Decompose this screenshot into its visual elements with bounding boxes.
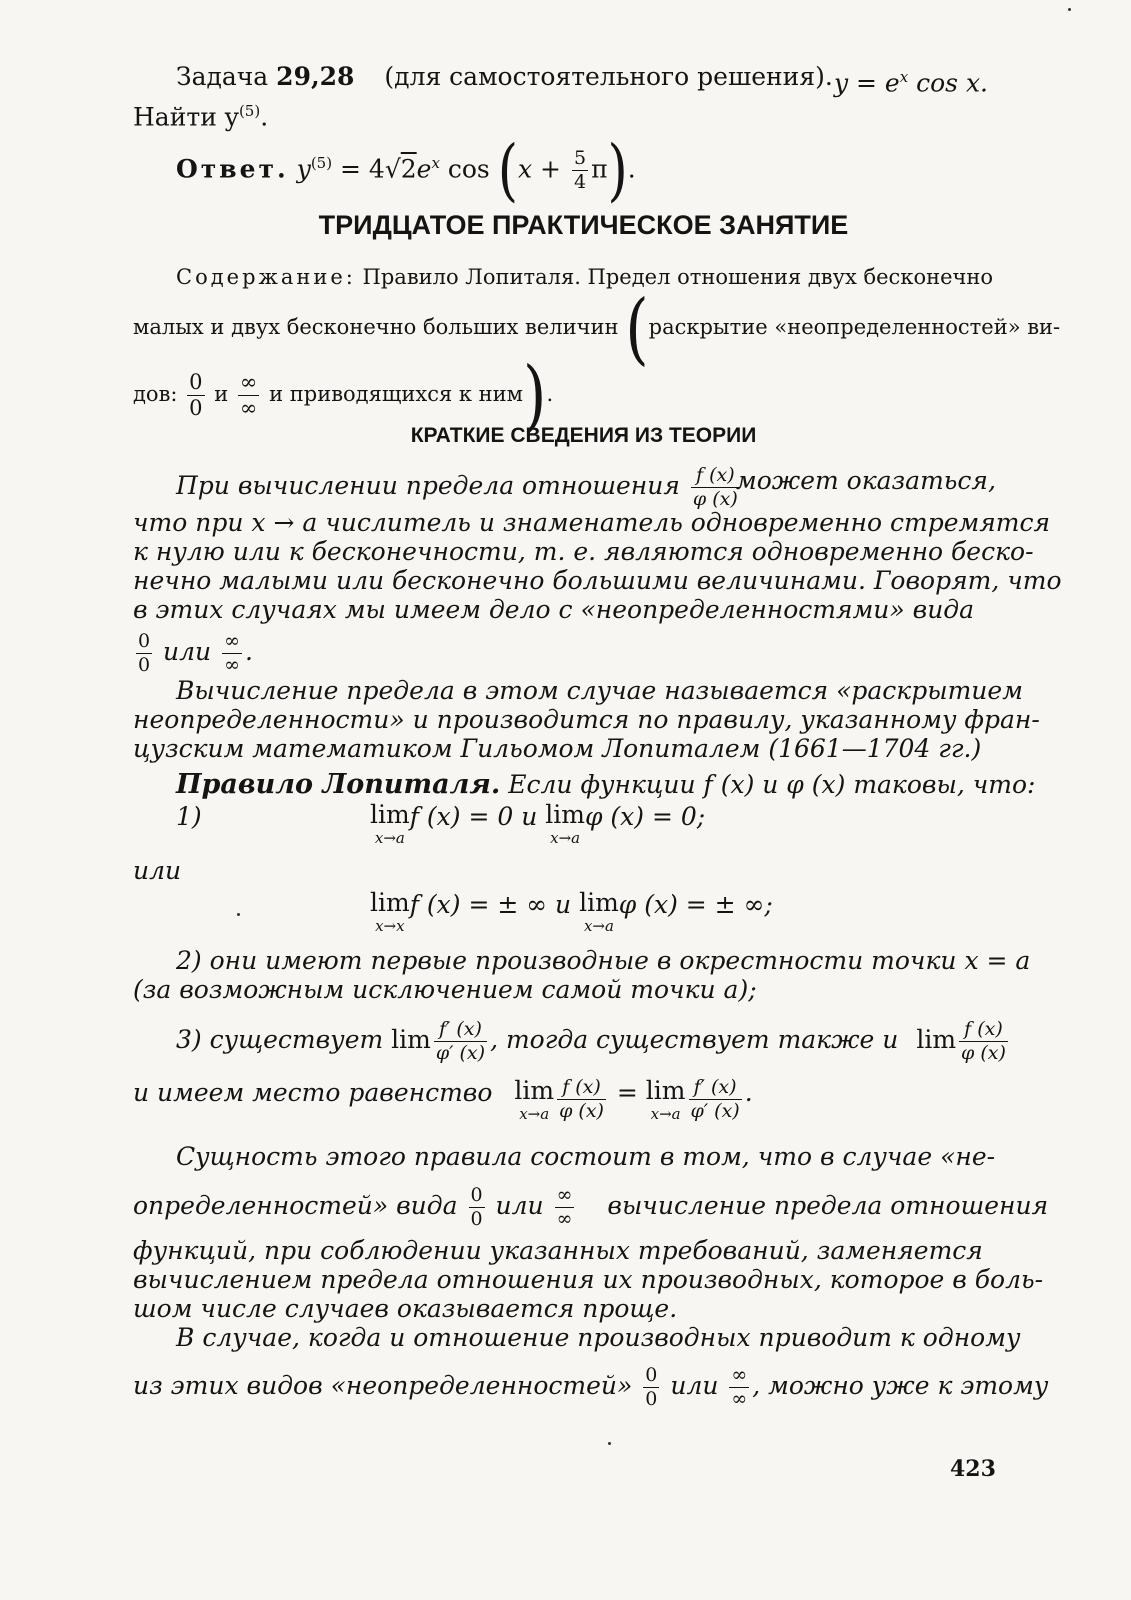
equality-line [133,1078,753,1122]
p3-line-3: функций, при соблюдении указанных требований, заменяется [133,1236,983,1265]
lim-5: lim x→a [514,1076,555,1123]
contents-text-3a: дов: [133,382,178,406]
print-speck [608,1442,611,1445]
condition-3-b: , тогда существует также и [490,1025,899,1054]
condition-3-fraction-2: $\frac{f (x)}{\varphi (x)}$ [961,1018,1006,1064]
lim-3: lim x→x [370,888,410,935]
condition-3-fraction: $\frac{f' (x)}{\varphi' (x)}$ [435,1018,486,1064]
lim-4: lim x→a [579,888,619,935]
p3-line-1: Сущность этого правила состоит в том, что в случае «не- [176,1142,996,1171]
answer-label: Ответ. [176,154,289,184]
p4-fraction-zero: $\frac{0}{0}$ [645,1364,658,1410]
page-number: 423 [950,1456,996,1482]
rule-line [176,770,1035,800]
p3-fraction-inf: $\frac{\infty}{\infty}$ [556,1184,573,1230]
p2-line-3: цузским математиком Гильомом Лопиталем (1661—1704 гг.) [133,734,982,763]
p4-text-2b: , можно уже к этому [752,1371,1049,1400]
condition-1-and: и [513,802,546,831]
p1-fraction-inf: $\frac{\infty}{\infty}$ [224,630,240,676]
contents-text-3b: и приводящихся к ним [262,382,524,406]
problem-find: Найти y [133,102,239,132]
answer-fraction: $\frac{5}{4}$ [573,147,587,194]
problem-number: 29,28 [276,62,355,91]
p1-line-2: что при x → a числитель и знаменатель одновременно стремятся [133,508,1051,537]
condition-1b-a: f (x) = ± ∞ [409,890,548,919]
condition-1-b: φ (x) = 0; [584,802,706,831]
contents-text-2b: раскрытие «неопределенностей» ви- [648,315,1061,339]
p1-line-1 [176,464,996,510]
problem-note: (для самостоятельного решения). [384,62,833,91]
condition-1-a: f (x) = 0 [409,802,514,831]
condition-2-line-2: (за возможным исключением самой точки a); [133,975,757,1004]
p3-line-5: шом числе случаев оказывается проще. [133,1294,678,1323]
rule-title: Правило Лопиталя. [176,769,501,800]
equality-eq: = [608,1078,646,1107]
or-label: или [133,856,182,885]
answer-e: e [416,154,432,184]
open-paren: ( [497,131,519,210]
p1-or: или [155,637,220,666]
lim-6: lim x→a [645,1076,686,1123]
p3-text-2b: вычисление предела отношения [607,1191,1049,1220]
answer-y: y [296,154,311,184]
close-paren: ) [607,131,628,210]
print-speck [1068,8,1071,11]
equality-text: и имеем место равенство [133,1078,493,1107]
p4-or: или [662,1371,727,1400]
p3-or: или [487,1191,552,1220]
answer-eq: = 4 [332,154,385,184]
p3-text-2a: определенностей» вида [133,1191,458,1220]
contents-close-paren: ) [523,350,547,441]
condition-1-number: 1) [176,802,202,831]
p4-fraction-inf: $\frac{\infty}{\infty}$ [731,1364,748,1410]
answer-e-sup: x [431,154,440,172]
contents-end: . [546,382,554,406]
lim-1: lim x→a [370,800,410,847]
contents-label: Содержание: [176,265,356,289]
answer-cos: cos [439,154,498,184]
fraction-zero-over-zero: $\frac{0}{0}$ [189,370,203,420]
p4-text-2a: из этих видов «неопределенностей» [133,1371,633,1400]
p3-line-4: вычислением предела отношения их производных, которое в боль- [133,1265,1044,1294]
p3-fraction-zero: $\frac{0}{0}$ [470,1184,483,1230]
problem-find-sup: (5) [238,102,261,120]
sqrt-sign: √ [384,154,401,184]
p2-line-2: неопределенности» и производится по правилу, указанному фран- [133,705,1040,734]
answer-pi: π [591,154,608,184]
p4-line-1: В случае, когда и отношение производных приводит к одному [176,1323,1021,1352]
contents-and: и [207,382,235,406]
condition-3-lim2: lim [916,1025,957,1054]
equality-fraction-1: $\frac{f (x)}{\varphi (x)}$ [559,1076,604,1122]
p1-line-3: к нулю или к бесконечности, т. е. являются одновременно беско- [133,537,1034,566]
lim-2: lim x→a [545,800,585,847]
fraction-inf-over-inf: $\frac{\infty}{\infty}$ [239,370,258,420]
p1-fraction-zero: $\frac{0}{0}$ [138,630,151,676]
condition-1-formula [370,802,705,846]
contents-line-3 [133,350,554,441]
condition-3-line [176,1020,1011,1063]
p1-end: . [244,637,253,666]
theory-title: КРАТКИЕ СВЕДЕНИЯ ИЗ ТЕОРИИ [410,424,757,447]
print-speck [237,913,240,916]
contents-open-paren: ( [625,283,649,374]
answer-sup: (5) [310,154,333,172]
lesson-title: ТРИДЦАТОЕ ПРАКТИЧЕСКОЕ ЗАНЯТИЕ [318,210,849,240]
problem-line-2 [133,96,268,132]
p2-line-1: Вычисление предела в этом случае называется «раскрытием [176,676,1023,705]
p1-text-1b: может оказаться, [736,466,996,495]
equality-end: . [744,1078,753,1107]
p1-text-1a: При вычислении предела отношения [176,471,680,500]
p4-line-2 [133,1366,1048,1409]
p1-line-4: нечно малыми или бесконечно большими величинами. Говорят, что [133,566,1062,595]
condition-1b-formula [370,890,773,934]
contents-text-2a: малых и двух бесконечно больших величин [133,315,619,339]
problem-label: Задача [176,62,269,91]
p3-line-2 [133,1186,1048,1229]
problem-find-end: . [260,102,269,132]
rule-intro: Если функции f (x) и φ (x) таковы, что: [508,770,1036,799]
condition-3-a: 3) существует [176,1025,384,1054]
p1-line-5: в этих случаях мы имеем дело с «неопределенностями» вида [133,595,975,624]
contents-text-1: Правило Лопиталя. Предел отношения двух бесконечно [362,265,994,289]
condition-3-lim: lim [391,1025,431,1054]
answer-line [176,131,636,210]
p1-line-6 [133,632,253,675]
sqrt-arg: 2 [400,154,417,184]
p1-fraction: $\frac{f (x)}{\varphi (x)}$ [692,464,738,510]
condition-1b-b: φ (x) = ± ∞; [618,890,773,919]
condition-1b-and: и [547,890,580,919]
problem-formula: $y = e^x$ cos x. [833,68,988,98]
condition-2-line-1: 2) они имеют первые производные в окрестности точки x = a [176,946,1031,975]
equality-fraction-2: $\frac{f' (x)}{\varphi' (x)}$ [690,1076,740,1122]
answer-x-plus: x + [518,154,569,184]
contents-line-2 [133,283,1061,374]
contents-line-1 [176,262,993,292]
answer-end: . [627,154,636,184]
problem-line-1 [176,62,988,98]
